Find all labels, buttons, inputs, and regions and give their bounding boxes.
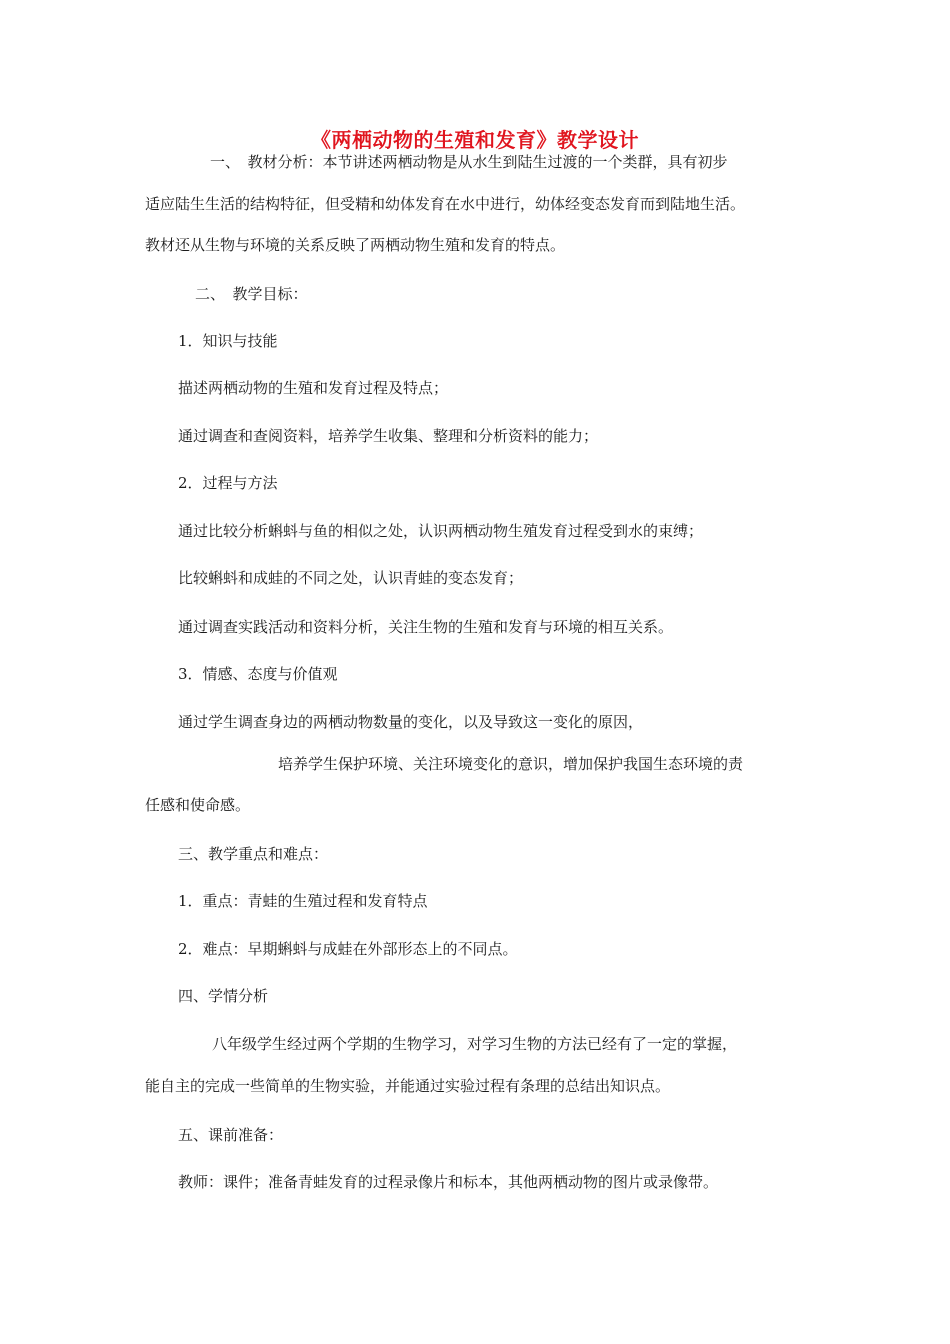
- section-heading: 二、 教学目标：: [195, 285, 308, 303]
- subsection-heading: 1．知识与技能: [178, 332, 278, 350]
- paragraph-line: 八年级学生经过两个学期的生物学习，对学习生物的方法已经有了一定的掌握，: [212, 1035, 738, 1053]
- subsection-heading: 3．情感、态度与价值观: [178, 665, 338, 683]
- paragraph-line: 描述两栖动物的生殖和发育过程及特点；: [178, 379, 449, 397]
- section-heading: 四、学情分析: [178, 987, 269, 1005]
- document-title: 《两栖动物的生殖和发育》教学设计: [311, 128, 639, 152]
- paragraph-line: 通过比较分析蝌蚪与鱼的相似之处，认识两栖动物生殖发育过程受到水的束缚；: [178, 522, 704, 540]
- paragraph-line: 通过调查实践活动和资料分析，关注生物的生殖和发育与环境的相互关系。: [178, 618, 674, 636]
- paragraph-line: 1．重点：青蛙的生殖过程和发育特点: [178, 892, 428, 910]
- paragraph-line: 通过调查和查阅资料，培养学生收集、整理和分析资料的能力；: [178, 427, 599, 445]
- paragraph-line: 适应陆生生活的结构特征，但受精和幼体发育在水中进行，幼体经变态发育而到陆地生活。: [145, 195, 746, 213]
- paragraph-line: 一、 教材分析：本节讲述两栖动物是从水生到陆生过渡的一个类群，具有初步: [210, 153, 728, 171]
- section-heading: 五、课前准备：: [178, 1126, 284, 1144]
- paragraph-line: 任感和使命感。: [145, 796, 251, 814]
- paragraph-line: 通过学生调查身边的两栖动物数量的变化，以及导致这一变化的原因，: [178, 713, 644, 731]
- paragraph-line: 比较蝌蚪和成蛙的不同之处，认识青蛙的变态发育；: [178, 569, 524, 587]
- paragraph-line: 教师：课件；准备青蛙发育的过程录像片和标本，其他两栖动物的图片或录像带。: [178, 1173, 719, 1191]
- subsection-heading: 2．过程与方法: [178, 474, 278, 492]
- section-heading: 三、教学重点和难点：: [178, 845, 329, 863]
- paragraph-line: 能自主的完成一些简单的生物实验，并能通过实验过程有条理的总结出知识点。: [145, 1077, 671, 1095]
- paragraph-line: 培养学生保护环境、关注环境变化的意识，增加保护我国生态环境的责: [278, 755, 744, 773]
- paragraph-line: 教材还从生物与环境的关系反映了两栖动物生殖和发育的特点。: [145, 236, 566, 254]
- paragraph-line: 2．难点：早期蝌蚪与成蛙在外部形态上的不同点。: [178, 940, 518, 958]
